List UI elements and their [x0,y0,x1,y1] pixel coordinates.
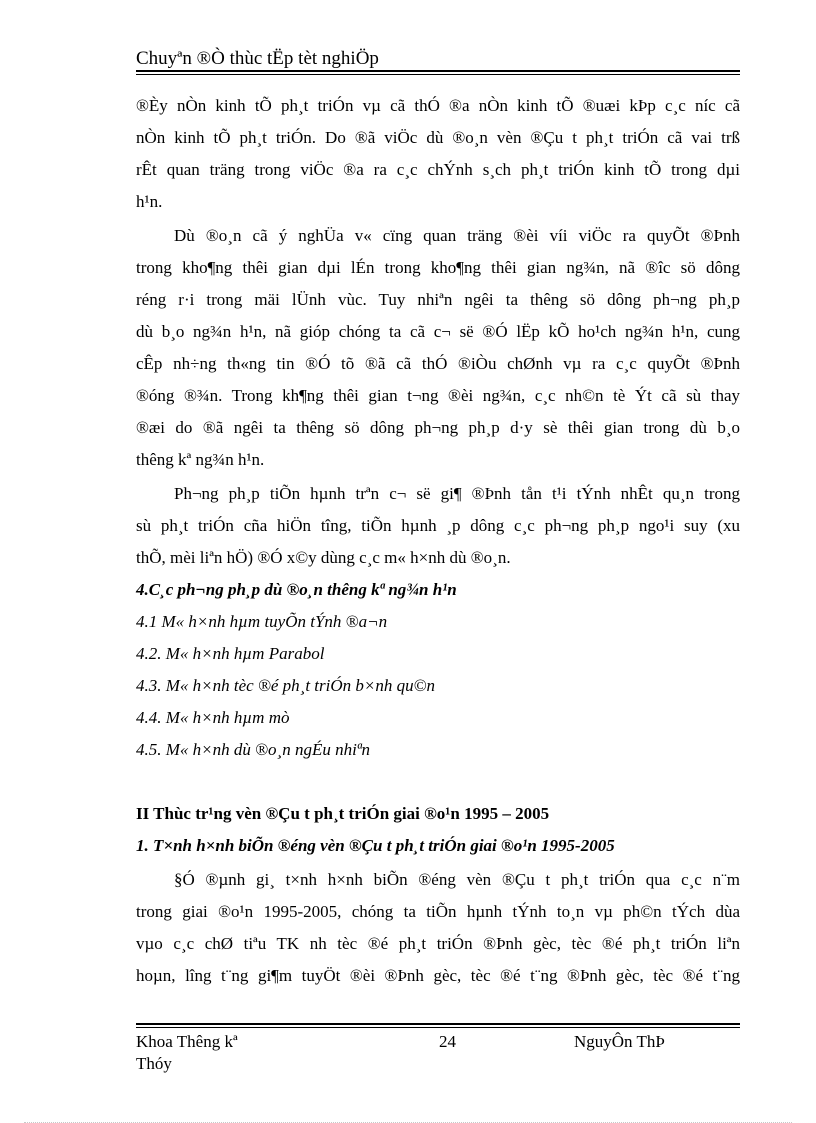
body-line: ®óng ®¾n. Trong kh¶ng thêi gian t¬ng ®èi ng¾n, c¸c nh©n tè Ýt cã sù thay [136,386,740,405]
subsection-item: 4.2. M« h×nh hµm Parabol [136,644,325,663]
body-line: thêng kª ng¾n h¹n. [136,450,265,469]
body-line: ®Èy nÒn kinh tÕ ph¸t triÓn vµ cã thÓ ®a nÒn kinh tÕ ®uæi kÞp c¸c níc cã [136,96,740,115]
footer-left-line2: Thóy [136,1054,172,1073]
body-line: trong kho¶ng thêi gian dµi lÉn trong kho¶ng thêi gian ng¾n, nã ®îc sö dông [136,258,740,277]
subsection-item: 4.1 M« h×nh hµm tuyÕn tÝnh ®a¬n [136,612,388,631]
body-line: hoµn, lîng t¨ng gi¶m tuyÖt ®èi ®Þnh gèc, tèc ®é t¨ng ®Þnh gèc, tèc ®é t¨ng [136,966,740,985]
header-rule-thin [136,74,740,75]
body-line: trong giai ®o¹n 1995-2005, chóng ta tiÕn hµnh tÝnh to¸n vµ ph©n tÝch dùa [136,902,740,921]
body-line: sù ph¸t triÓn cña hiÖn tîng, tiÕn hµnh ¸p dông c¸c ph¬ng ph¸p ngo¹i suy (xu [136,516,740,535]
body-line: Ph¬ng ph¸p tiÕn hµnh trªn c¬ së gi¶ ®Þnh tån t¹i tÝnh nhÊt qu¸n trong [174,484,740,503]
header-title: Chuyªn ®Ò thùc tËp tèt nghiÖp [136,48,379,69]
body-line: h¹n. [136,192,163,211]
sub-heading: 1. T×nh h×nh biÕn ®éng vèn ®Çu t ph¸t triÓn giai ®o¹n 1995-2005 [136,836,615,855]
body-line: rÊt quan träng trong viÖc ®a ra c¸c chÝnh s¸ch ph¸t triÓn kinh tÕ trong dµi [136,160,740,179]
footer-left-line1: Khoa Thêng kª [136,1032,238,1051]
body-line: Dù ®o¸n cã ý nghÜa v« cïng quan träng ®èi víi viÖc ra quyÕt ®Þnh [174,226,740,245]
body-line: dù b¸o ng¾n h¹n, nã gióp chóng ta cã c¬ së ®Ó lËp kÕ ho¹ch ng¾n h¹n, cung [136,322,740,341]
body-line: §Ó ®µnh gi¸ t×nh h×nh biÕn ®éng vèn ®Çu t ph¸t triÓn qua c¸c n¨m [174,870,740,889]
page-number: 24 [439,1032,456,1051]
body-line: réng r·i trong mäi lÜnh vùc. Tuy nhiªn ngêi ta thêng sö dông ph¬ng ph¸p [136,290,740,309]
part-heading: II Thùc tr¹ng vèn ®Çu t ph¸t triÓn giai ®o¹n 1995 – 2005 [136,804,550,823]
body-line: cÊp nh÷ng th«ng tin ®Ó tõ ®ã cã thÓ ®iÒu chØnh vµ ra c¸c quyÕt ®Þnh [136,354,740,373]
footer-right: NguyÔn ThÞ [574,1032,665,1051]
footer-rule-thin [136,1027,740,1028]
header-rule [136,70,740,72]
footer-rule [136,1023,740,1025]
subsection-item: 4.5. M« h×nh dù ®o¸n ngÉu nhiªn [136,740,371,759]
body-line: nÒn kinh tÕ ph¸t triÓn. Do ®ã viÖc dù ®o¸n vèn ®Çu t ph¸t triÓn cã vai trß [136,128,740,147]
section-heading: 4.C¸c ph¬ng ph¸p dù ®o¸n thêng kª ng¾n h¹n [136,580,457,599]
subsection-item: 4.4. M« h×nh hµm mò [136,708,290,727]
body-line: vµo c¸c chØ tiªu TK nh tèc ®é ph¸t triÓn ®Þnh gèc, tèc ®é ph¸t triÓn liªn [136,934,740,953]
subsection-item: 4.3. M« h×nh tèc ®é ph¸t triÓn b×nh qu©n [136,676,436,695]
body-line: thÕ, mèi liªn hÖ) ®Ó x©y dùng c¸c m« h×nh dù ®o¸n. [136,548,511,567]
body-line: ®æi do ®ã ngêi ta thêng sö dông ph¬ng ph¸p d·y sè thêi gian trong dù b¸o [136,418,740,437]
